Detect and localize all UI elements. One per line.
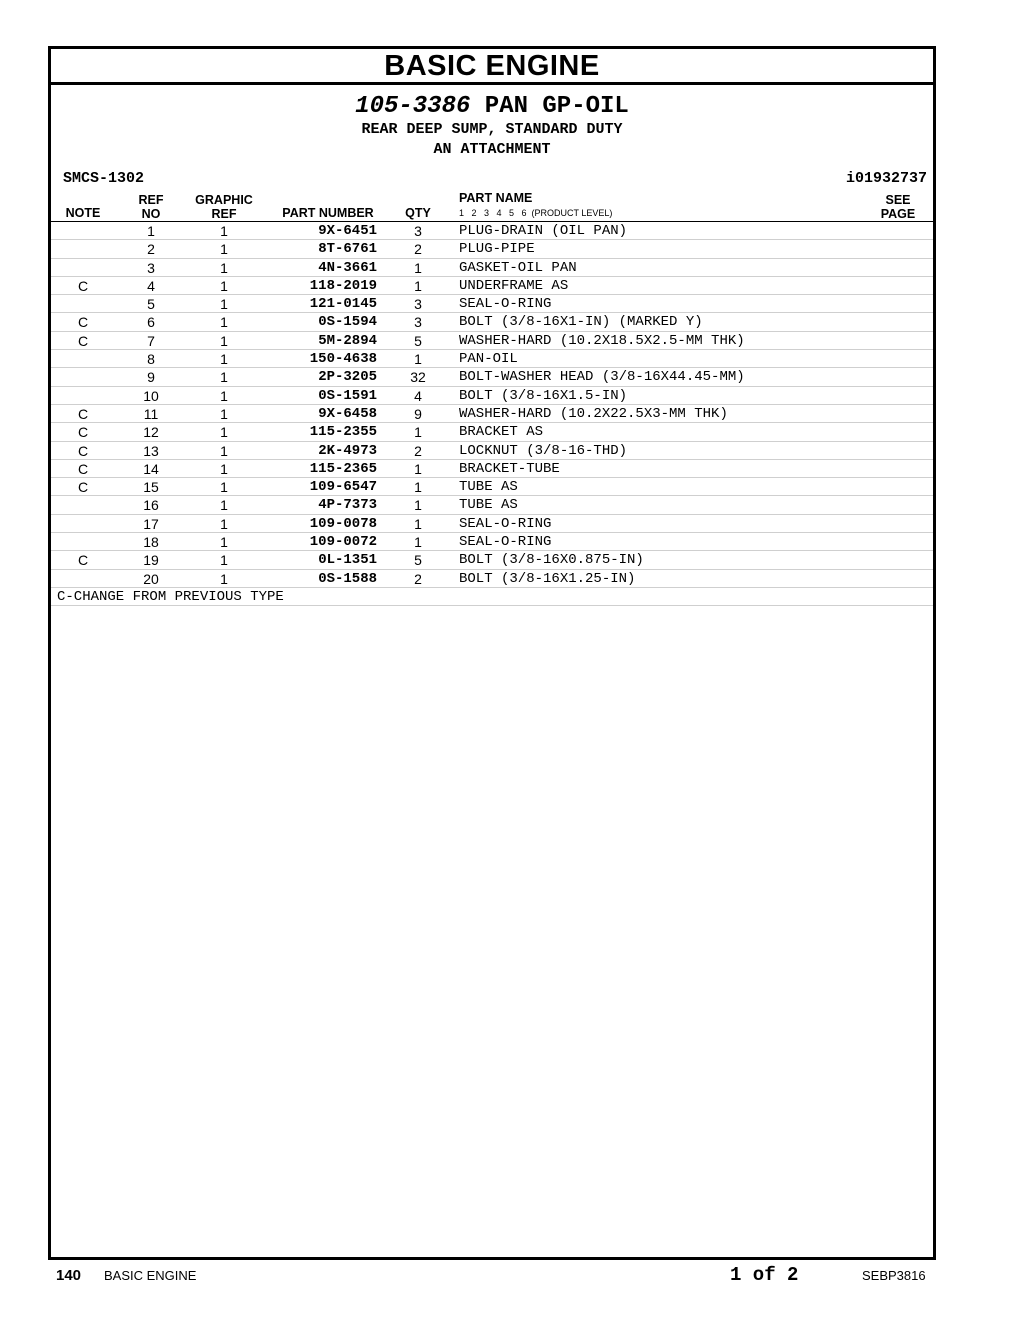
header-product-levels: 1 2 3 4 5 6 (PRODUCT LEVEL) bbox=[459, 208, 613, 218]
header-note: NOTE bbox=[65, 206, 101, 220]
cell-part-name: SEAL-O-RING bbox=[459, 296, 552, 313]
cell-part-number: 2P-3205 bbox=[318, 369, 377, 386]
cell-part-name: BOLT (3/8-16X0.875-IN) bbox=[459, 552, 644, 569]
table-row bbox=[51, 313, 933, 331]
cell-ref-no: 1 bbox=[147, 223, 155, 239]
table-row bbox=[51, 368, 933, 386]
cell-ref-no: 3 bbox=[147, 259, 155, 276]
cell-qty: 5 bbox=[414, 332, 422, 349]
section-title: BASIC ENGINE bbox=[51, 49, 933, 85]
cell-part-name: PLUG-PIPE bbox=[459, 241, 535, 258]
cell-graphic-ref: 1 bbox=[220, 534, 228, 551]
table-row bbox=[51, 277, 933, 295]
cell-graphic-ref: 1 bbox=[220, 277, 228, 294]
cell-ref-no: 8 bbox=[147, 351, 155, 368]
cell-part-number: 8T-6761 bbox=[318, 241, 377, 258]
cell-qty: 1 bbox=[414, 460, 422, 477]
document-number: SEBP3816 bbox=[862, 1268, 926, 1283]
cell-part-number: 0S-1591 bbox=[318, 387, 377, 404]
cell-part-number: 115-2365 bbox=[309, 460, 377, 477]
cell-qty: 3 bbox=[414, 314, 422, 331]
table-row bbox=[51, 442, 933, 460]
cell-ref-no: 13 bbox=[143, 442, 159, 459]
cell-part-name: SEAL-O-RING bbox=[459, 534, 552, 551]
table-row bbox=[51, 222, 933, 240]
cell-part-number: 4P-7373 bbox=[318, 497, 377, 514]
cell-qty: 1 bbox=[414, 259, 422, 276]
cell-qty: 2 bbox=[414, 241, 422, 258]
cell-qty: 1 bbox=[414, 424, 422, 441]
cell-part-name: PAN-OIL bbox=[459, 351, 518, 368]
cell-ref-no: 17 bbox=[143, 515, 159, 532]
table-row bbox=[51, 332, 933, 350]
cell-ref-no: 9 bbox=[147, 369, 155, 386]
footer-section: BASIC ENGINE bbox=[104, 1268, 197, 1283]
cell-part-name: BOLT-WASHER HEAD (3/8-16X44.45-MM) bbox=[459, 369, 745, 386]
header-part-name: PART NAME bbox=[459, 191, 533, 205]
cell-part-number: 0L-1351 bbox=[318, 552, 377, 569]
cell-part-name: WASHER-HARD (10.2X18.5X2.5-MM THK) bbox=[459, 332, 745, 349]
cell-ref-no: 7 bbox=[147, 332, 155, 349]
cell-qty: 3 bbox=[414, 296, 422, 313]
table-row bbox=[51, 478, 933, 496]
cell-part-number: 109-6547 bbox=[309, 479, 377, 496]
cell-graphic-ref: 1 bbox=[220, 332, 228, 349]
cell-graphic-ref: 1 bbox=[220, 405, 228, 422]
footnote-text: C-CHANGE FROM PREVIOUS TYPE bbox=[57, 588, 284, 605]
cell-part-number: 4N-3661 bbox=[318, 259, 377, 276]
cell-qty: 1 bbox=[414, 497, 422, 514]
cell-part-number: 0S-1588 bbox=[318, 570, 377, 587]
cell-graphic-ref: 1 bbox=[220, 515, 228, 532]
illustration-id: i01932737 bbox=[845, 170, 927, 187]
cell-graphic-ref: 1 bbox=[220, 552, 228, 569]
cell-qty: 32 bbox=[410, 369, 426, 386]
cell-part-number: 109-0072 bbox=[309, 534, 377, 551]
cell-qty: 5 bbox=[414, 552, 422, 569]
table-row bbox=[51, 405, 933, 423]
header-see-page bbox=[873, 193, 923, 221]
header-ref-top: REF bbox=[138, 193, 164, 207]
table-row bbox=[51, 423, 933, 441]
cell-graphic-ref: 1 bbox=[220, 387, 228, 404]
smcs-code: SMCS-1302 bbox=[63, 170, 145, 187]
header-part-number: PART NUMBER bbox=[282, 206, 374, 220]
cell-part-name: SEAL-O-RING bbox=[459, 515, 552, 532]
cell-qty: 1 bbox=[414, 351, 422, 368]
cell-graphic-ref: 1 bbox=[220, 369, 228, 386]
cell-part-number: 121-0145 bbox=[309, 296, 377, 313]
table-header bbox=[51, 188, 933, 222]
header-see-bottom: PAGE bbox=[880, 207, 916, 221]
cell-part-name: TUBE AS bbox=[459, 479, 518, 496]
table-row bbox=[51, 551, 933, 569]
page-footer bbox=[0, 1264, 1020, 1288]
cell-ref-no: 19 bbox=[143, 552, 159, 569]
cell-part-number: 9X-6451 bbox=[318, 223, 377, 239]
subtitle-1: REAR DEEP SUMP, STANDARD DUTY bbox=[361, 121, 623, 138]
cell-ref-no: 6 bbox=[147, 314, 155, 331]
cell-part-number: 5M-2894 bbox=[318, 332, 377, 349]
cell-note: C bbox=[77, 479, 89, 496]
cell-graphic-ref: 1 bbox=[220, 424, 228, 441]
cell-part-number: 9X-6458 bbox=[318, 405, 377, 422]
cell-graphic-ref: 1 bbox=[220, 223, 228, 239]
parts-table-body bbox=[51, 222, 933, 588]
cell-ref-no: 5 bbox=[147, 296, 155, 313]
table-row bbox=[51, 515, 933, 533]
cell-part-name: BOLT (3/8-16X1.5-IN) bbox=[459, 387, 628, 404]
footnote bbox=[51, 588, 933, 606]
cell-part-name: BOLT (3/8-16X1-IN) (MARKED Y) bbox=[459, 314, 703, 331]
cell-ref-no: 12 bbox=[143, 424, 159, 441]
cell-qty: 3 bbox=[414, 223, 422, 239]
cell-part-number: 2K-4973 bbox=[318, 442, 377, 459]
cell-graphic-ref: 1 bbox=[220, 351, 228, 368]
identifiers-bar bbox=[51, 166, 933, 188]
cell-part-number: 150-4638 bbox=[309, 351, 377, 368]
cell-part-name: PLUG-DRAIN (OIL PAN) bbox=[459, 223, 628, 239]
cell-part-name: TUBE AS bbox=[459, 497, 518, 514]
cell-qty: 1 bbox=[414, 515, 422, 532]
cell-note: C bbox=[77, 277, 89, 294]
cell-part-name: GASKET-OIL PAN bbox=[459, 259, 577, 276]
cell-ref-no: 16 bbox=[143, 497, 159, 514]
group-number: 105-3386 bbox=[355, 93, 471, 120]
header-graphic-bottom: REF bbox=[211, 207, 237, 221]
cell-qty: 1 bbox=[414, 277, 422, 294]
table-row bbox=[51, 496, 933, 514]
cell-ref-no: 20 bbox=[143, 570, 159, 587]
cell-qty: 2 bbox=[414, 570, 422, 587]
parts-page-frame bbox=[48, 46, 936, 1260]
cell-graphic-ref: 1 bbox=[220, 479, 228, 496]
cell-ref-no: 2 bbox=[147, 241, 155, 258]
cell-ref-no: 4 bbox=[147, 277, 155, 294]
page-number: 140 bbox=[56, 1267, 82, 1284]
table-row bbox=[51, 259, 933, 277]
cell-qty: 1 bbox=[414, 479, 422, 496]
cell-note: C bbox=[77, 314, 89, 331]
table-row bbox=[51, 460, 933, 478]
cell-part-number: 115-2355 bbox=[309, 424, 377, 441]
header-graphic-ref bbox=[189, 193, 259, 221]
table-row bbox=[51, 533, 933, 551]
header-ref-no bbox=[133, 193, 169, 221]
group-heading bbox=[51, 94, 933, 120]
header-qty: QTY bbox=[405, 206, 431, 220]
cell-graphic-ref: 1 bbox=[220, 296, 228, 313]
cell-note: C bbox=[77, 405, 89, 422]
cell-part-name: UNDERFRAME AS bbox=[459, 277, 569, 294]
cell-graphic-ref: 1 bbox=[220, 460, 228, 477]
cell-qty: 2 bbox=[414, 442, 422, 459]
cell-graphic-ref: 1 bbox=[220, 570, 228, 587]
cell-note: C bbox=[77, 332, 89, 349]
cell-part-name: BOLT (3/8-16X1.25-IN) bbox=[459, 570, 636, 587]
header-ref-bottom: NO bbox=[141, 207, 161, 221]
cell-part-name: BRACKET-TUBE bbox=[459, 460, 560, 477]
cell-ref-no: 10 bbox=[143, 387, 159, 404]
table-row bbox=[51, 240, 933, 258]
cell-part-name: BRACKET AS bbox=[459, 424, 544, 441]
cell-note: C bbox=[77, 460, 89, 477]
cell-graphic-ref: 1 bbox=[220, 241, 228, 258]
header-see-top: SEE bbox=[885, 193, 911, 207]
cell-part-number: 118-2019 bbox=[309, 277, 377, 294]
cell-qty: 1 bbox=[414, 534, 422, 551]
cell-ref-no: 11 bbox=[143, 405, 159, 422]
cell-ref-no: 14 bbox=[143, 460, 159, 477]
subtitle-2: AN ATTACHMENT bbox=[433, 141, 551, 158]
cell-graphic-ref: 1 bbox=[220, 259, 228, 276]
cell-ref-no: 15 bbox=[143, 479, 159, 496]
sheet-indicator: 1 of 2 bbox=[730, 1264, 799, 1286]
header-graphic-top: GRAPHIC bbox=[195, 193, 253, 207]
cell-note: C bbox=[77, 552, 89, 569]
cell-part-name: WASHER-HARD (10.2X22.5X3-MM THK) bbox=[459, 405, 728, 422]
cell-part-number: 0S-1594 bbox=[318, 314, 377, 331]
group-name: PAN GP-OIL bbox=[484, 93, 629, 120]
cell-note: C bbox=[77, 442, 89, 459]
cell-part-number: 109-0078 bbox=[309, 515, 377, 532]
table-row bbox=[51, 570, 933, 588]
cell-note: C bbox=[77, 424, 89, 441]
cell-graphic-ref: 1 bbox=[220, 497, 228, 514]
cell-graphic-ref: 1 bbox=[220, 442, 228, 459]
table-row bbox=[51, 387, 933, 405]
table-row bbox=[51, 295, 933, 313]
cell-qty: 4 bbox=[414, 387, 422, 404]
cell-qty: 9 bbox=[414, 405, 422, 422]
cell-part-name: LOCKNUT (3/8-16-THD) bbox=[459, 442, 628, 459]
cell-ref-no: 18 bbox=[143, 534, 159, 551]
cell-graphic-ref: 1 bbox=[220, 314, 228, 331]
table-row bbox=[51, 350, 933, 368]
